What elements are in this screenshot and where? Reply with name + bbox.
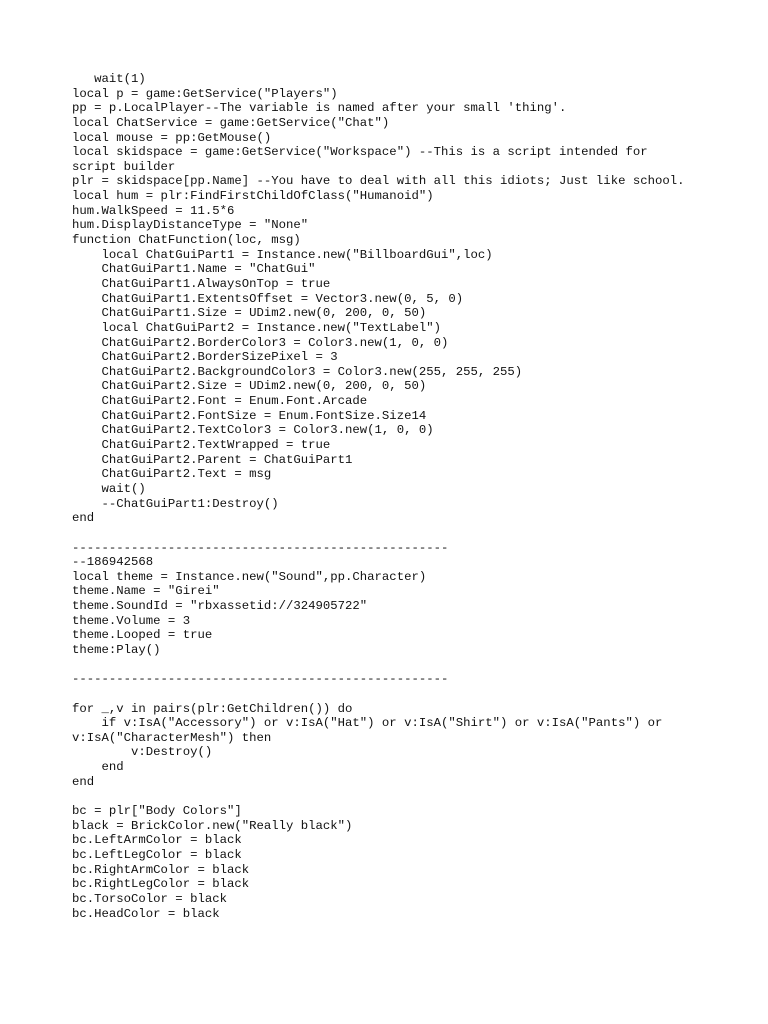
code-line: bc.LeftLegColor = black <box>72 847 242 862</box>
code-line: function ChatFunction(loc, msg) <box>72 233 301 248</box>
code-line: ChatGuiPart2.BackgroundColor3 = Color3.new(255, 255, 255) <box>72 364 523 379</box>
code-line: bc.RightArmColor = black <box>72 862 250 877</box>
code-line: ChatGuiPart2.Font = Enum.Font.Arcade <box>72 394 368 409</box>
code-line: local p = game:GetService("Players") <box>72 86 338 101</box>
code-line: end <box>72 511 95 526</box>
code-line: for _,v in pairs(plr:GetChildren()) do <box>72 701 353 716</box>
code-line <box>72 687 712 702</box>
code-line: --186942568 <box>72 555 154 570</box>
code-line: theme.Volume = 3 <box>72 613 191 628</box>
code-line: --------------------------------------------------- <box>72 540 449 555</box>
code-line: bc.HeadColor = black <box>72 906 220 921</box>
code-line: theme.SoundId = "rbxassetid://324905722" <box>72 599 368 614</box>
code-block <box>72 72 712 921</box>
code-line: v:Destroy() <box>72 745 213 760</box>
code-line: hum.DisplayDistanceType = "None" <box>72 218 309 233</box>
code-line: --ChatGuiPart1:Destroy() <box>72 496 279 511</box>
code-line: ChatGuiPart2.Text = msg <box>72 467 272 482</box>
code-line: black = BrickColor.new("Really black") <box>72 818 353 833</box>
code-line: plr = skidspace[pp.Name] --You have to deal with all this idiots; Just like school. <box>72 174 685 189</box>
code-line: end <box>72 760 124 775</box>
code-line: ChatGuiPart2.TextColor3 = Color3.new(1, 0, 0) <box>72 423 434 438</box>
code-line: bc.LeftArmColor = black <box>72 833 242 848</box>
code-line: ChatGuiPart1.AlwaysOnTop = true <box>72 276 331 291</box>
code-line <box>72 526 712 541</box>
code-line: ChatGuiPart2.BorderColor3 = Color3.new(1, 0, 0) <box>72 335 449 350</box>
code-line: ChatGuiPart1.ExtentsOffset = Vector3.new(0, 5, 0) <box>72 291 464 306</box>
code-line: end <box>72 774 95 789</box>
code-line: theme:Play() <box>72 642 161 657</box>
code-line: bc.TorsoColor = black <box>72 891 227 906</box>
code-line: ChatGuiPart2.Parent = ChatGuiPart1 <box>72 452 353 467</box>
code-line: local ChatService = game:GetService("Chat") <box>72 115 390 130</box>
code-line: local skidspace = game:GetService("Workspace") --This is a script intended for <box>72 145 648 160</box>
code-line: wait(1) <box>72 72 146 86</box>
code-line: script builder <box>72 159 176 174</box>
code-line: theme.Name = "Girei" <box>72 584 220 599</box>
code-line: local ChatGuiPart2 = Instance.new("TextLabel") <box>72 320 441 335</box>
code-line: ChatGuiPart2.TextWrapped = true <box>72 438 331 453</box>
code-line: wait() <box>72 481 146 496</box>
code-line: local mouse = pp:GetMouse() <box>72 130 272 145</box>
code-line: local theme = Instance.new("Sound",pp.Character) <box>72 569 427 584</box>
code-line: pp = p.LocalPlayer--The variable is named after your small 'thing'. <box>72 101 567 116</box>
code-line: hum.WalkSpeed = 11.5*6 <box>72 203 235 218</box>
code-line: --------------------------------------------------- <box>72 672 449 687</box>
code-line: ChatGuiPart1.Name = "ChatGui" <box>72 262 316 277</box>
code-line: ChatGuiPart2.FontSize = Enum.FontSize.Size14 <box>72 408 427 423</box>
code-line: local ChatGuiPart1 = Instance.new("BillboardGui",loc) <box>72 247 493 262</box>
code-line <box>72 658 712 673</box>
code-line: bc = plr["Body Colors"] <box>72 804 242 819</box>
code-line: local hum = plr:FindFirstChildOfClass("Humanoid") <box>72 189 434 204</box>
code-line: if v:IsA("Accessory") or v:IsA("Hat") or v:IsA("Shirt") or v:IsA("Pants") or <box>72 716 663 731</box>
code-line: bc.RightLegColor = black <box>72 877 250 892</box>
code-line: theme.Looped = true <box>72 628 213 643</box>
code-line <box>72 789 712 804</box>
code-line: ChatGuiPart2.Size = UDim2.new(0, 200, 0, 50) <box>72 379 427 394</box>
code-line: ChatGuiPart1.Size = UDim2.new(0, 200, 0, 50) <box>72 306 427 321</box>
code-line: v:IsA("CharacterMesh") then <box>72 730 272 745</box>
code-line: ChatGuiPart2.BorderSizePixel = 3 <box>72 350 338 365</box>
